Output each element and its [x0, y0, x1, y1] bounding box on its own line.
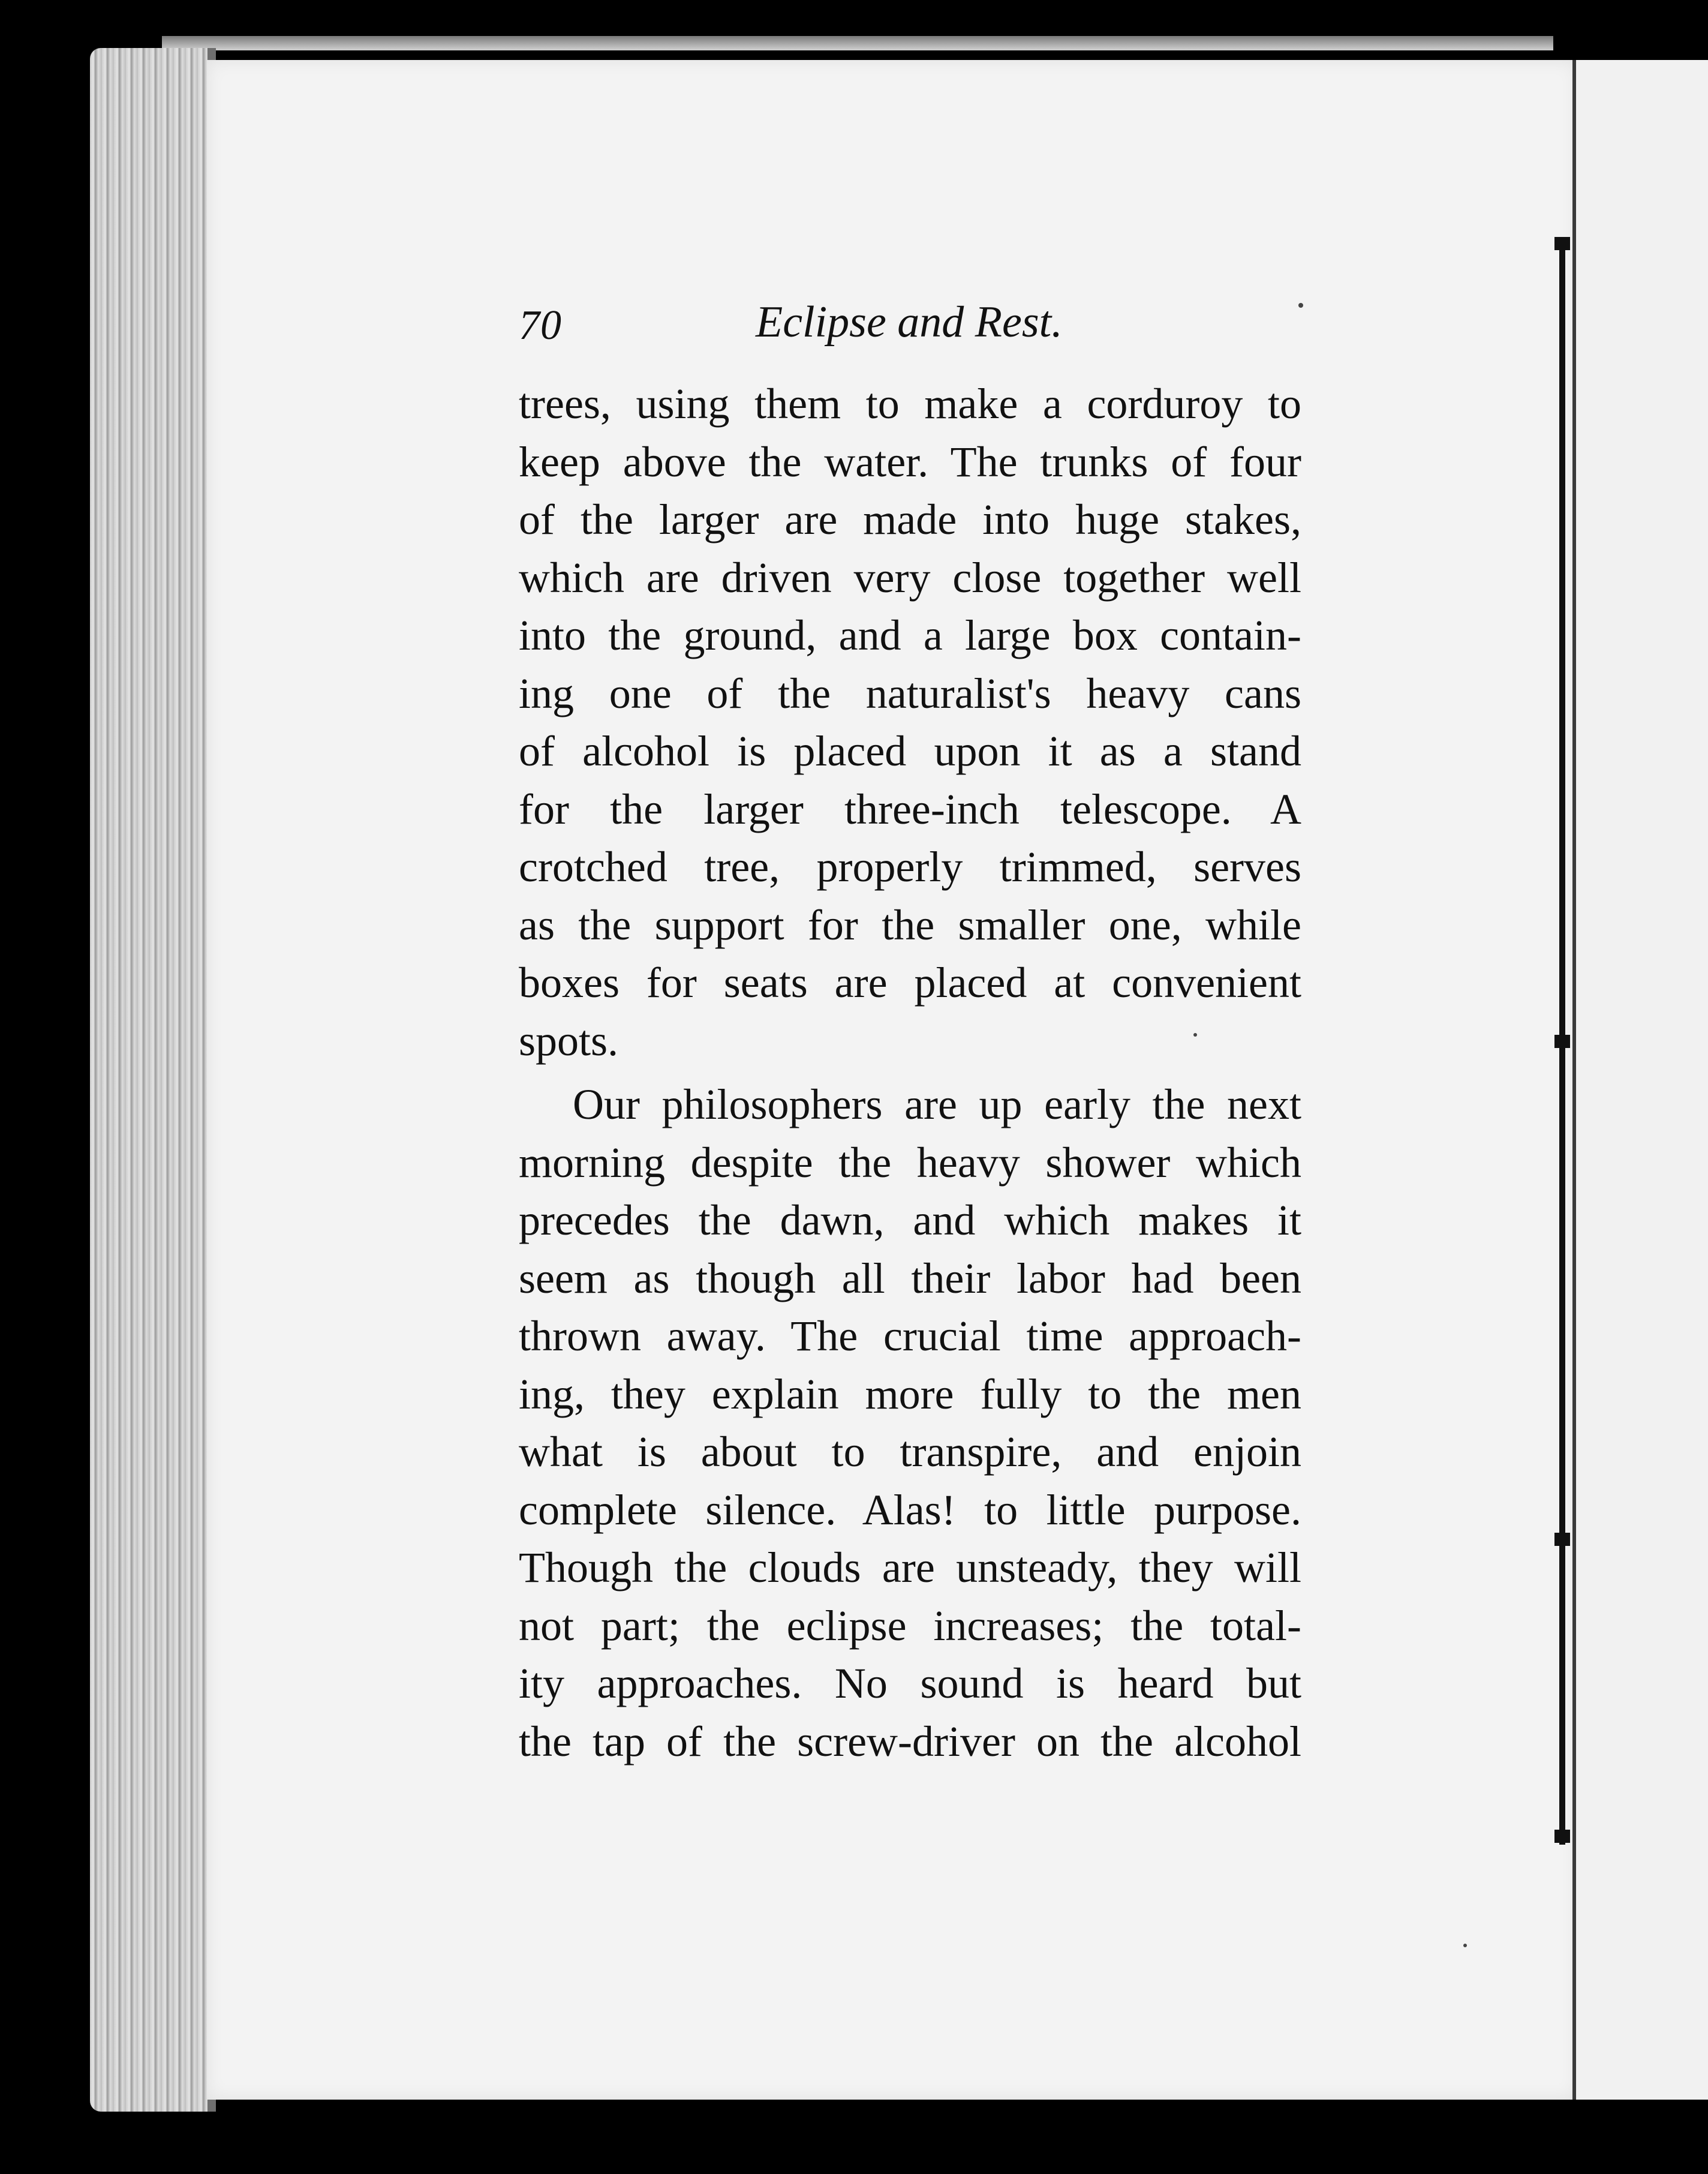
paragraph-gap [519, 1070, 1301, 1076]
page-edges-stack [90, 48, 216, 2112]
chapter-title: Eclipse and Rest. [756, 298, 1063, 347]
text-line: keep above the water. The trunks of four [519, 437, 1301, 486]
gutter-tick [1554, 1035, 1570, 1048]
gutter-tick [1554, 237, 1570, 250]
paper-speck [1298, 303, 1303, 308]
gutter-tick [1554, 1533, 1570, 1546]
text-line: ing, they explain more fully to the men [519, 1370, 1301, 1418]
text-line: into the ground, and a large box contain- [519, 611, 1301, 659]
text-line: ity approaches. No sound is heard but [519, 1659, 1301, 1707]
text-line: Our philosophers are up early the next [573, 1080, 1301, 1128]
text-line: Though the clouds are unsteady, they will [519, 1544, 1301, 1592]
text-line: as the support for the smaller one, while [519, 900, 1301, 949]
text-line: ing one of the naturalist's heavy cans [519, 669, 1301, 717]
text-line: crotched tree, properly trimmed, serves [519, 843, 1301, 891]
binding-edge [162, 36, 1553, 50]
text-line: for the larger three-inch telescope. A [519, 785, 1301, 833]
paper-speck [1463, 1944, 1467, 1947]
text-line: thrown away. The crucial time approach- [519, 1312, 1301, 1360]
text-line: the tap of the screw-driver on the alcohol [519, 1717, 1301, 1765]
paragraph [519, 1076, 1301, 1770]
text-line: of alcohol is placed upon it as a stand [519, 727, 1301, 775]
text-line: of the larger are made into huge stakes, [519, 496, 1301, 544]
text-line: seem as though all their labor had been [519, 1254, 1301, 1302]
gutter-tick [1554, 1830, 1570, 1843]
text-line: spots. [519, 1016, 619, 1065]
facing-page-edge [1572, 60, 1708, 2100]
text-line: which are driven very close together well [519, 553, 1301, 602]
paragraph [519, 375, 1301, 1070]
running-head [519, 297, 1256, 357]
text-line: trees, using them to make a corduroy to [519, 380, 1301, 428]
page-number: 70 [519, 302, 562, 349]
text-line: morning despite the heavy shower which [519, 1138, 1301, 1187]
text-line: not part; the eclipse increases; the total- [519, 1601, 1301, 1650]
body-text [519, 375, 1301, 1791]
text-line: complete silence. Alas! to little purpose. [519, 1485, 1301, 1534]
text-line: boxes for seats are placed at convenient [519, 959, 1301, 1007]
text-line: precedes the dawn, and which makes it [519, 1196, 1301, 1244]
text-line: what is about to transpire, and enjoin [519, 1428, 1301, 1476]
